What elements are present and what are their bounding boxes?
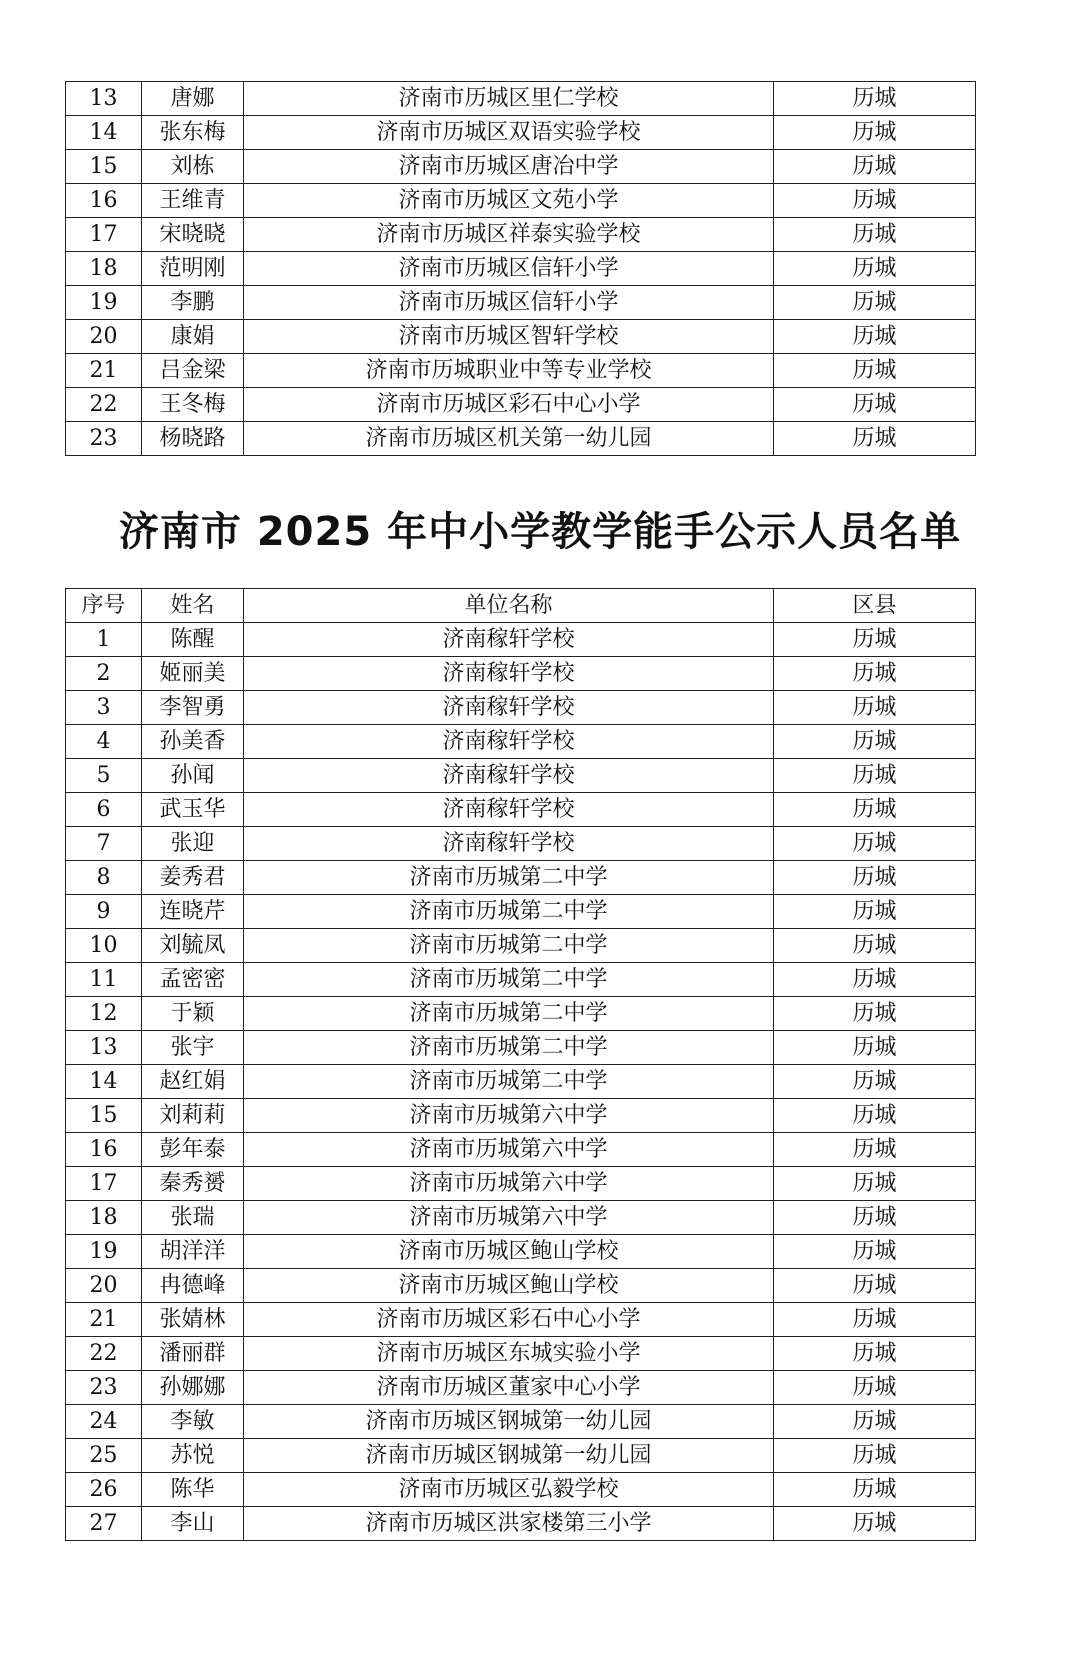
header-name: 姓名 <box>142 589 244 623</box>
index-cell: 24 <box>66 1405 142 1439</box>
index-cell: 16 <box>66 184 142 218</box>
index-cell: 12 <box>66 997 142 1031</box>
index-cell: 20 <box>66 320 142 354</box>
index-cell: 1 <box>66 623 142 657</box>
district-cell: 历城 <box>774 218 976 252</box>
header-district: 区县 <box>774 589 976 623</box>
unit-cell: 济南市历城第二中学 <box>244 861 774 895</box>
index-cell: 6 <box>66 793 142 827</box>
unit-cell: 济南市历城区洪家楼第三小学 <box>244 1507 774 1541</box>
name-cell: 张瑞 <box>142 1201 244 1235</box>
district-cell: 历城 <box>774 354 976 388</box>
table-row <box>66 1235 976 1269</box>
district-cell: 历城 <box>774 861 976 895</box>
unit-cell: 济南市历城区文苑小学 <box>244 184 774 218</box>
unit-cell: 济南市历城第二中学 <box>244 1031 774 1065</box>
table-row <box>66 1167 976 1201</box>
unit-cell: 济南市历城第六中学 <box>244 1167 774 1201</box>
name-cell: 李山 <box>142 1507 244 1541</box>
district-cell: 历城 <box>774 286 976 320</box>
table-row <box>66 1337 976 1371</box>
table-row <box>66 1031 976 1065</box>
unit-cell: 济南市历城区钢城第一幼儿园 <box>244 1439 774 1473</box>
unit-cell: 济南市历城区鲍山学校 <box>244 1235 774 1269</box>
unit-cell: 济南市历城第六中学 <box>244 1133 774 1167</box>
district-cell: 历城 <box>774 929 976 963</box>
unit-cell: 济南市历城区唐冶中学 <box>244 150 774 184</box>
index-cell: 11 <box>66 963 142 997</box>
table-row <box>66 82 976 116</box>
unit-cell: 济南稼轩学校 <box>244 827 774 861</box>
page-title: 济南市 2025 年中小学教学能手公示人员名单 <box>118 509 962 555</box>
index-cell: 16 <box>66 1133 142 1167</box>
table-row <box>66 1201 976 1235</box>
unit-cell: 济南市历城区鲍山学校 <box>244 1269 774 1303</box>
table-row <box>66 286 976 320</box>
unit-cell: 济南市历城第二中学 <box>244 929 774 963</box>
unit-cell: 济南市历城职业中等专业学校 <box>244 354 774 388</box>
name-cell: 范明刚 <box>142 252 244 286</box>
index-cell: 18 <box>66 1201 142 1235</box>
name-cell: 陈华 <box>142 1473 244 1507</box>
unit-cell: 济南市历城区彩石中心小学 <box>244 1303 774 1337</box>
table-row <box>66 150 976 184</box>
table-row <box>66 116 976 150</box>
table-row <box>66 1303 976 1337</box>
district-cell: 历城 <box>774 1303 976 1337</box>
district-cell: 历城 <box>774 150 976 184</box>
index-cell: 8 <box>66 861 142 895</box>
unit-cell: 济南稼轩学校 <box>244 623 774 657</box>
table-row <box>66 725 976 759</box>
continued-table <box>65 81 976 456</box>
table-row <box>66 759 976 793</box>
table-row <box>66 1099 976 1133</box>
name-cell: 王冬梅 <box>142 388 244 422</box>
name-cell: 刘毓凤 <box>142 929 244 963</box>
unit-cell: 济南市历城第二中学 <box>244 997 774 1031</box>
name-cell: 于颖 <box>142 997 244 1031</box>
table-row <box>66 929 976 963</box>
index-cell: 14 <box>66 1065 142 1099</box>
unit-cell: 济南市历城区弘毅学校 <box>244 1473 774 1507</box>
unit-cell: 济南市历城区里仁学校 <box>244 82 774 116</box>
name-cell: 姜秀君 <box>142 861 244 895</box>
district-cell: 历城 <box>774 388 976 422</box>
district-cell: 历城 <box>774 252 976 286</box>
name-cell: 李鹏 <box>142 286 244 320</box>
unit-cell: 济南稼轩学校 <box>244 657 774 691</box>
name-cell: 孙娜娜 <box>142 1371 244 1405</box>
index-cell: 19 <box>66 286 142 320</box>
district-cell: 历城 <box>774 1167 976 1201</box>
district-cell: 历城 <box>774 657 976 691</box>
unit-cell: 济南稼轩学校 <box>244 725 774 759</box>
name-cell: 赵红娟 <box>142 1065 244 1099</box>
index-cell: 22 <box>66 1337 142 1371</box>
index-cell: 17 <box>66 218 142 252</box>
name-cell: 连晓芹 <box>142 895 244 929</box>
district-cell: 历城 <box>774 1099 976 1133</box>
table-row <box>66 184 976 218</box>
name-cell: 孟密密 <box>142 963 244 997</box>
name-cell: 李智勇 <box>142 691 244 725</box>
district-cell: 历城 <box>774 1439 976 1473</box>
index-cell: 3 <box>66 691 142 725</box>
name-cell: 苏悦 <box>142 1439 244 1473</box>
name-cell: 孙闻 <box>142 759 244 793</box>
index-cell: 21 <box>66 1303 142 1337</box>
index-cell: 23 <box>66 1371 142 1405</box>
unit-cell: 济南稼轩学校 <box>244 759 774 793</box>
name-cell: 李敏 <box>142 1405 244 1439</box>
table-row <box>66 793 976 827</box>
unit-cell: 济南市历城区彩石中心小学 <box>244 388 774 422</box>
table-row <box>66 252 976 286</box>
district-cell: 历城 <box>774 1337 976 1371</box>
table-row <box>66 861 976 895</box>
unit-cell: 济南市历城区祥泰实验学校 <box>244 218 774 252</box>
name-cell: 姬丽美 <box>142 657 244 691</box>
index-cell: 17 <box>66 1167 142 1201</box>
table-row <box>66 1405 976 1439</box>
table-row <box>66 1507 976 1541</box>
name-cell: 刘栋 <box>142 150 244 184</box>
index-cell: 13 <box>66 82 142 116</box>
district-cell: 历城 <box>774 827 976 861</box>
name-cell: 唐娜 <box>142 82 244 116</box>
table-header-row <box>66 589 976 623</box>
table-row <box>66 422 976 456</box>
district-cell: 历城 <box>774 116 976 150</box>
district-cell: 历城 <box>774 1065 976 1099</box>
name-cell: 秦秀赟 <box>142 1167 244 1201</box>
index-cell: 10 <box>66 929 142 963</box>
name-cell: 冉德峰 <box>142 1269 244 1303</box>
name-cell: 宋晓晓 <box>142 218 244 252</box>
unit-cell: 济南市历城区董家中心小学 <box>244 1371 774 1405</box>
name-cell: 吕金梁 <box>142 354 244 388</box>
district-cell: 历城 <box>774 1507 976 1541</box>
district-cell: 历城 <box>774 623 976 657</box>
name-cell: 王维青 <box>142 184 244 218</box>
district-cell: 历城 <box>774 1269 976 1303</box>
index-cell: 15 <box>66 1099 142 1133</box>
table-row <box>66 1473 976 1507</box>
index-cell: 4 <box>66 725 142 759</box>
table-row <box>66 218 976 252</box>
index-cell: 21 <box>66 354 142 388</box>
table-row <box>66 997 976 1031</box>
district-cell: 历城 <box>774 691 976 725</box>
table-row <box>66 827 976 861</box>
index-cell: 18 <box>66 252 142 286</box>
district-cell: 历城 <box>774 422 976 456</box>
table-row <box>66 320 976 354</box>
table-row <box>66 1065 976 1099</box>
index-cell: 2 <box>66 657 142 691</box>
name-cell: 胡洋洋 <box>142 1235 244 1269</box>
district-cell: 历城 <box>774 1235 976 1269</box>
district-cell: 历城 <box>774 997 976 1031</box>
name-cell: 张婧林 <box>142 1303 244 1337</box>
header-index: 序号 <box>66 589 142 623</box>
district-cell: 历城 <box>774 725 976 759</box>
header-unit: 单位名称 <box>244 589 774 623</box>
district-cell: 历城 <box>774 895 976 929</box>
name-cell: 陈醒 <box>142 623 244 657</box>
unit-cell: 济南市历城区双语实验学校 <box>244 116 774 150</box>
name-cell: 孙美香 <box>142 725 244 759</box>
name-cell: 杨晓路 <box>142 422 244 456</box>
unit-cell: 济南稼轩学校 <box>244 793 774 827</box>
table-row <box>66 691 976 725</box>
unit-cell: 济南市历城区智轩学校 <box>244 320 774 354</box>
name-cell: 武玉华 <box>142 793 244 827</box>
district-cell: 历城 <box>774 82 976 116</box>
unit-cell: 济南市历城第二中学 <box>244 963 774 997</box>
index-cell: 7 <box>66 827 142 861</box>
unit-cell: 济南市历城第二中学 <box>244 895 774 929</box>
index-cell: 23 <box>66 422 142 456</box>
district-cell: 历城 <box>774 1201 976 1235</box>
index-cell: 19 <box>66 1235 142 1269</box>
index-cell: 27 <box>66 1507 142 1541</box>
table-row <box>66 623 976 657</box>
unit-cell: 济南市历城区信轩小学 <box>244 286 774 320</box>
unit-cell: 济南市历城区东城实验小学 <box>244 1337 774 1371</box>
name-cell: 张东梅 <box>142 116 244 150</box>
unit-cell: 济南稼轩学校 <box>244 691 774 725</box>
table-row <box>66 963 976 997</box>
name-cell: 刘莉莉 <box>142 1099 244 1133</box>
index-cell: 9 <box>66 895 142 929</box>
index-cell: 5 <box>66 759 142 793</box>
index-cell: 15 <box>66 150 142 184</box>
district-cell: 历城 <box>774 963 976 997</box>
district-cell: 历城 <box>774 759 976 793</box>
roster-table <box>65 588 976 1541</box>
name-cell: 康娟 <box>142 320 244 354</box>
district-cell: 历城 <box>774 793 976 827</box>
name-cell: 彭年泰 <box>142 1133 244 1167</box>
unit-cell: 济南市历城区信轩小学 <box>244 252 774 286</box>
table-row <box>66 354 976 388</box>
name-cell: 张迎 <box>142 827 244 861</box>
table-row <box>66 388 976 422</box>
unit-cell: 济南市历城第六中学 <box>244 1201 774 1235</box>
table-row <box>66 895 976 929</box>
index-cell: 14 <box>66 116 142 150</box>
table-row <box>66 1133 976 1167</box>
index-cell: 20 <box>66 1269 142 1303</box>
district-cell: 历城 <box>774 1405 976 1439</box>
index-cell: 13 <box>66 1031 142 1065</box>
unit-cell: 济南市历城第二中学 <box>244 1065 774 1099</box>
index-cell: 25 <box>66 1439 142 1473</box>
table-row <box>66 1269 976 1303</box>
district-cell: 历城 <box>774 1371 976 1405</box>
table-row <box>66 1371 976 1405</box>
name-cell: 潘丽群 <box>142 1337 244 1371</box>
table-row <box>66 1439 976 1473</box>
unit-cell: 济南市历城第六中学 <box>244 1099 774 1133</box>
unit-cell: 济南市历城区钢城第一幼儿园 <box>244 1405 774 1439</box>
district-cell: 历城 <box>774 320 976 354</box>
table-row <box>66 657 976 691</box>
unit-cell: 济南市历城区机关第一幼儿园 <box>244 422 774 456</box>
index-cell: 22 <box>66 388 142 422</box>
district-cell: 历城 <box>774 184 976 218</box>
name-cell: 张宇 <box>142 1031 244 1065</box>
district-cell: 历城 <box>774 1473 976 1507</box>
district-cell: 历城 <box>774 1031 976 1065</box>
district-cell: 历城 <box>774 1133 976 1167</box>
index-cell: 26 <box>66 1473 142 1507</box>
